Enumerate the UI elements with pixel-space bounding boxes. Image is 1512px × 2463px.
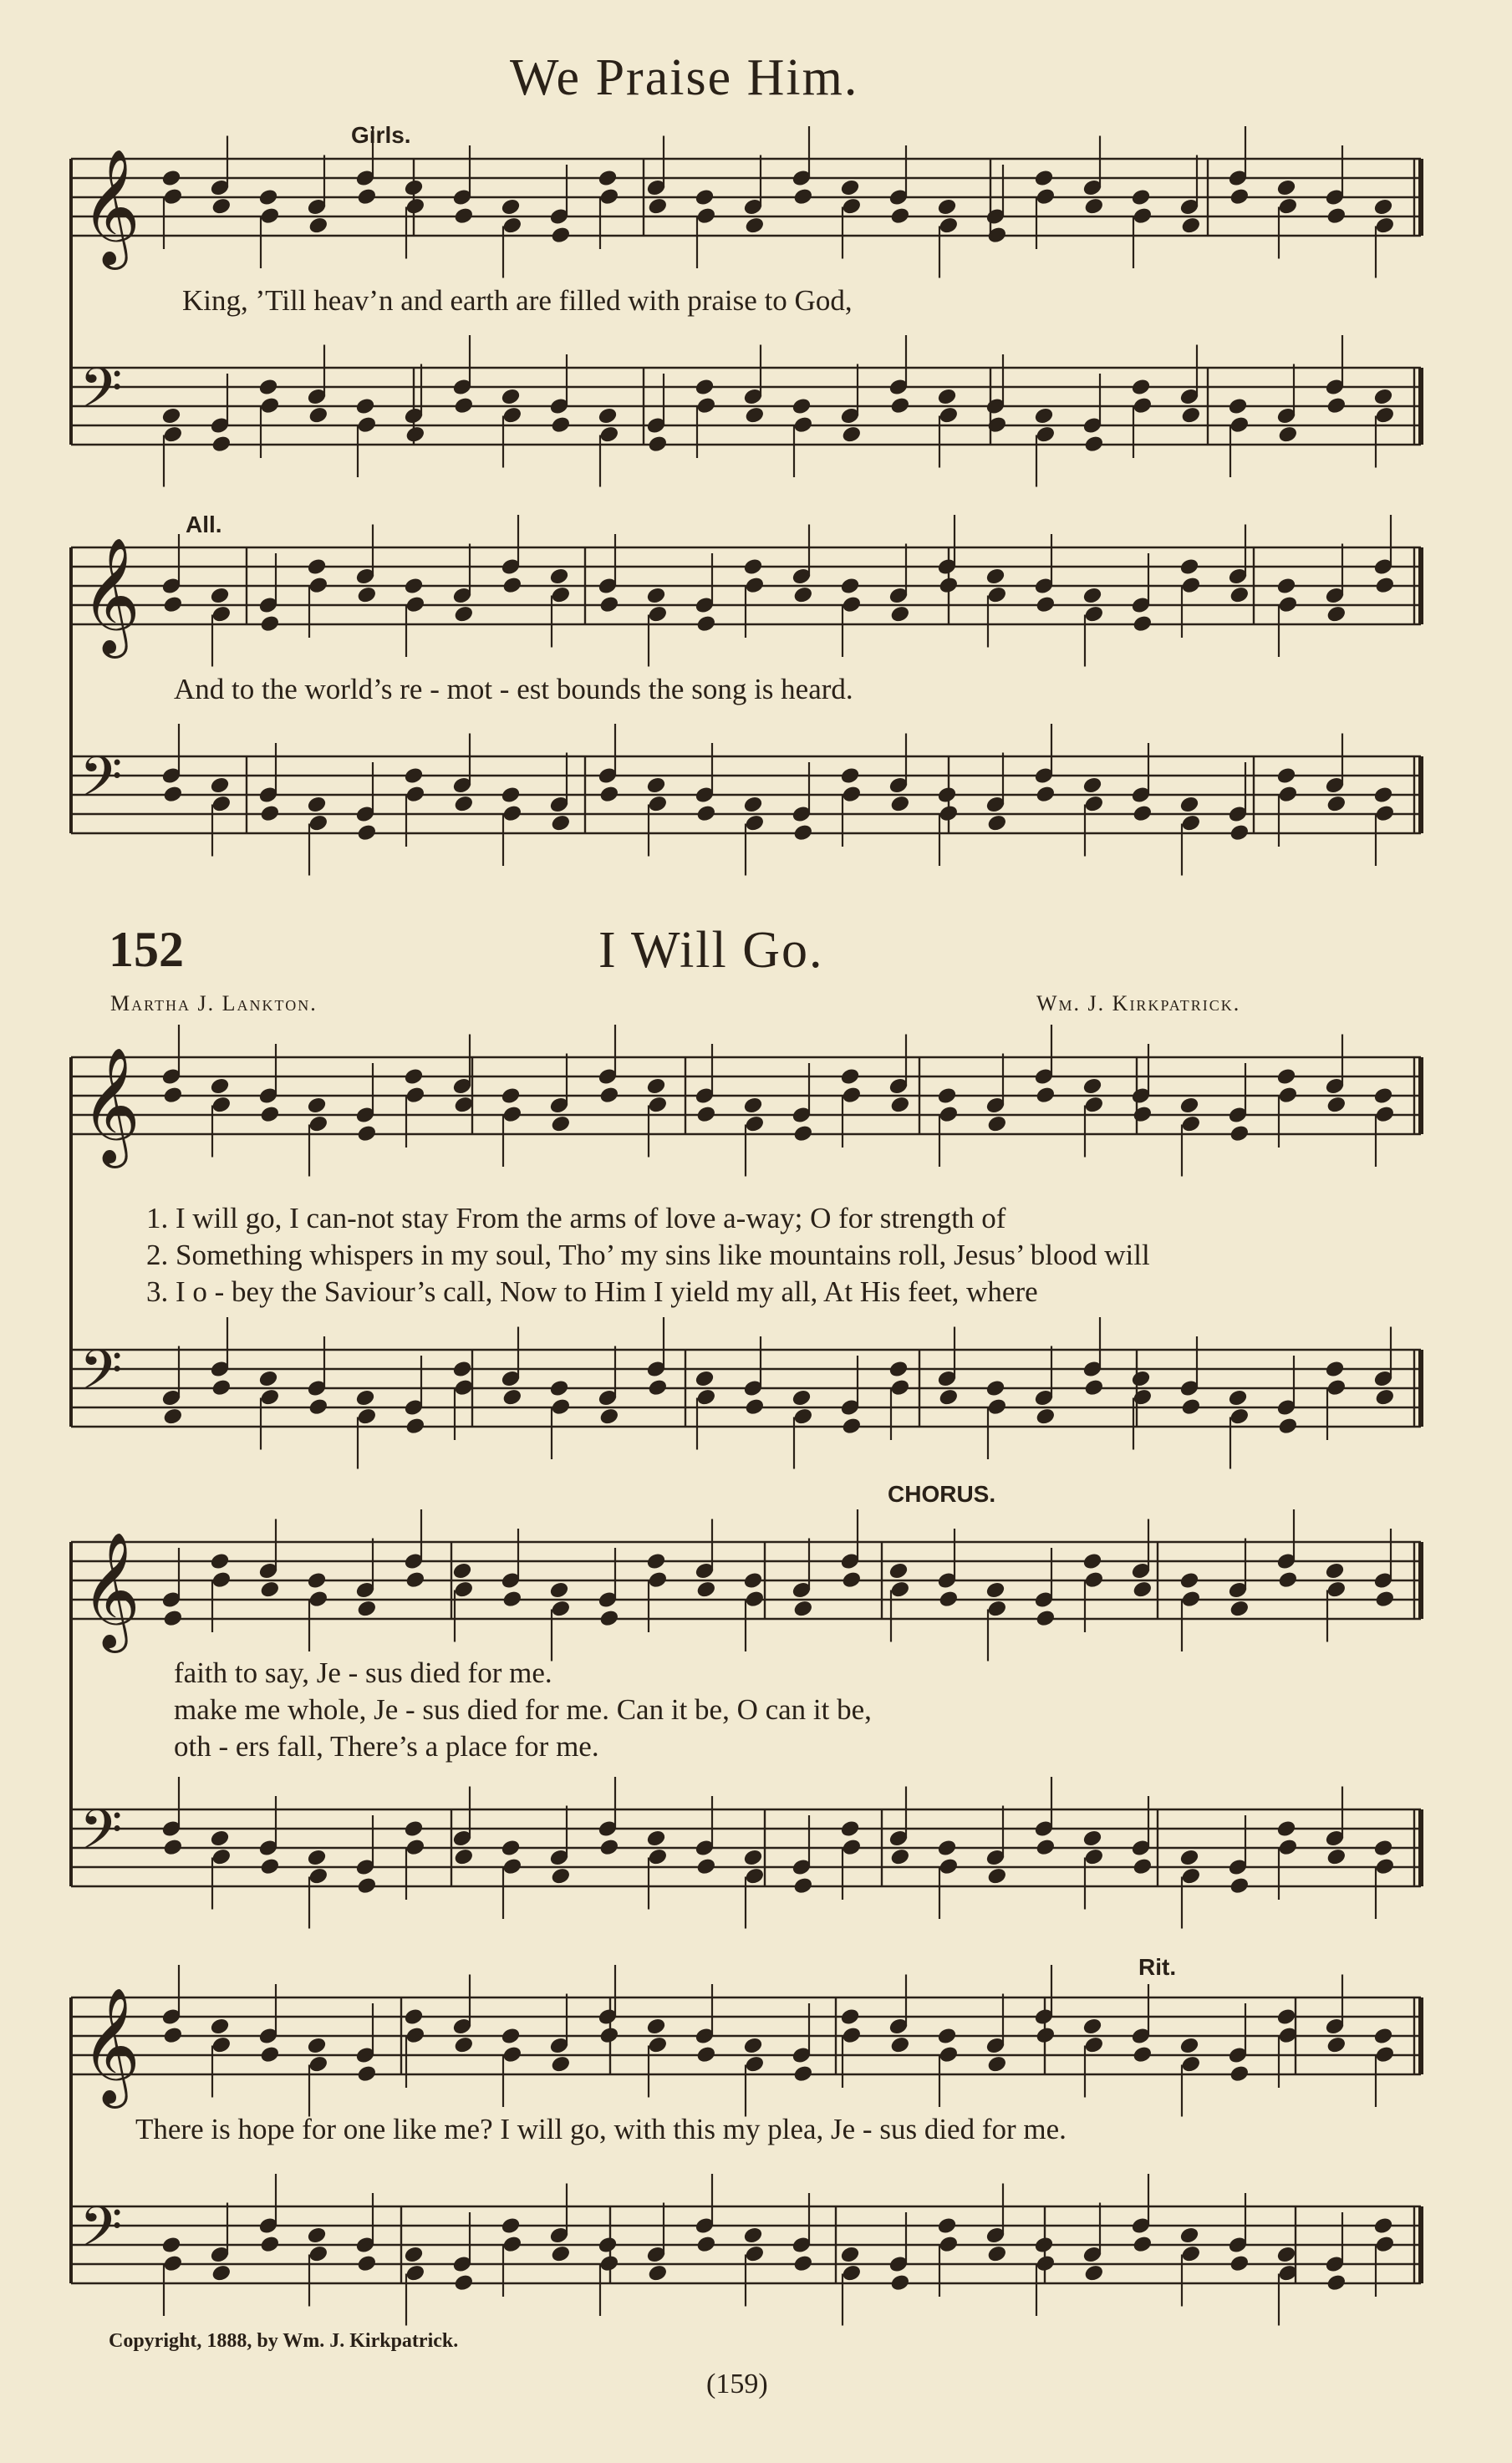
svg-text:𝄞: 𝄞 <box>81 149 140 265</box>
svg-text:𝄢: 𝄢 <box>79 356 123 434</box>
lyric-line: King, ’Till heav’n and earth are filled with praise to God, <box>182 284 853 317</box>
part-label-all: All. <box>186 511 222 537</box>
hymn-title-we-praise-him: We Praise Him. <box>510 49 859 106</box>
lyric-line: And to the world’s re - mot - est bounds the song is heard. <box>174 673 853 705</box>
svg-text:𝄞: 𝄞 <box>81 537 140 654</box>
chorus-label: CHORUS. <box>888 1481 996 1507</box>
lyric-line: There is hope for one like me? I will go, with this my plea, Je - sus died for me. <box>135 2113 1067 2145</box>
copyright-notice: Copyright, 1888, by Wm. J. Kirkpatrick. <box>109 2330 459 2352</box>
verse-line: 3. I o - bey the Saviour’s call, Now to Him I yield my all, At His feet, where <box>146 1275 1038 1308</box>
svg-text:𝄢: 𝄢 <box>79 1798 123 1875</box>
svg-text:𝄢: 𝄢 <box>79 745 123 822</box>
composer-credit: Wm. J. Kirkpatrick. <box>1036 991 1241 1015</box>
svg-text:𝄢: 𝄢 <box>79 2195 123 2272</box>
part-label-girls: Girls. <box>351 122 411 148</box>
lyric-line: make me whole, Je - sus died for me. Can it be, O can it be, <box>174 1693 872 1726</box>
verse-line: 1. I will go, I can-not stay From the arms of love a-way; O for strength of <box>146 1202 1006 1234</box>
hymn-title-i-will-go: I Will Go. <box>598 922 824 979</box>
lyric-line: oth - ers fall, There’s a place for me. <box>174 1730 599 1763</box>
hymn-number: 152 <box>109 922 184 977</box>
svg-text:𝄞: 𝄞 <box>81 1047 140 1163</box>
ritardando-label: Rit. <box>1138 1954 1177 1980</box>
svg-text:𝄞: 𝄞 <box>81 1532 140 1648</box>
svg-text:𝄞: 𝄞 <box>81 1987 140 2104</box>
verse-line: 2. Something whispers in my soul, Tho’ my sins like mountains roll, Jesus’ blood will <box>146 1239 1150 1271</box>
lyric-line: faith to say, Je - sus died for me. <box>174 1656 552 1689</box>
svg-text:𝄢: 𝄢 <box>79 1338 123 1416</box>
author-credit: Martha J. Lankton. <box>110 991 318 1015</box>
page-number: (159) <box>706 2369 768 2399</box>
